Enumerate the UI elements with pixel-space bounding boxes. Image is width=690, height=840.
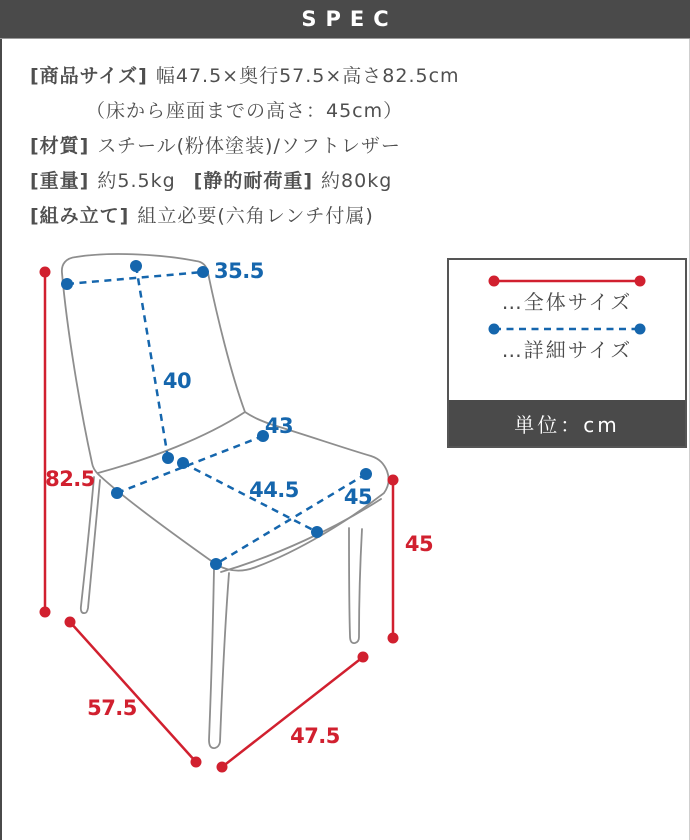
legend-unit-label: 単位：cm <box>514 412 620 437</box>
chair-leg-back-right <box>349 528 362 643</box>
legend-box <box>447 258 687 448</box>
legend-detail-label: …詳細サイズ <box>501 338 633 362</box>
detail-size-line-sample <box>486 322 648 336</box>
label-seat-height: 45 <box>404 532 434 556</box>
spec-weight-label: [重量] <box>30 170 90 192</box>
dimension-line-overall-depth <box>65 617 202 768</box>
spec-load-value: 約80kg <box>321 170 393 192</box>
dimension-line-backrest-height <box>136 266 168 458</box>
dimension-line-overall-width <box>217 652 369 773</box>
dimension-line-seat-height <box>388 475 399 644</box>
detail-dimension-lines <box>61 260 372 570</box>
chair-seat-fold <box>98 412 245 473</box>
label-seat-back-width: 43 <box>264 414 294 438</box>
label-overall-height: 82.5 <box>45 467 95 491</box>
label-overall-width: 47.5 <box>290 724 340 748</box>
spec-assembly-value: 組立必要(六角レンチ付属) <box>137 205 374 227</box>
label-backrest-height: 40 <box>162 369 192 393</box>
dimension-line-seat-back-width <box>117 436 263 493</box>
label-overall-depth: 57.5 <box>87 696 137 720</box>
label-seat-front-width: 45 <box>343 485 373 509</box>
spec-material-value: スチール(粉体塗装)/ソフトレザー <box>97 135 401 157</box>
chair-seat-edge <box>221 499 381 572</box>
detail-dimension-dots <box>61 260 372 570</box>
dimension-line-backrest-width <box>67 272 203 284</box>
spec-weight-value: 約5.5kg <box>97 170 176 192</box>
spec-size-note: （床から座面までの高さ：45cm） <box>86 100 404 122</box>
page-title: SPEC <box>301 7 398 31</box>
chair-leg-front-left <box>81 477 100 613</box>
legend-unit-bar <box>449 400 685 446</box>
spec-load-label: [静的耐荷重] <box>193 170 314 192</box>
legend-overall-label: …全体サイズ <box>501 290 633 314</box>
legend-samples <box>449 260 685 400</box>
chair-leg-front-right <box>209 569 229 748</box>
spec-size-value: 幅47.5×奥行57.5×高さ82.5cm <box>155 65 460 87</box>
spec-assembly-label: [組み立て] <box>30 205 130 227</box>
label-backrest-width: 35.5 <box>214 259 264 283</box>
spec-material-label: [材質] <box>30 135 90 157</box>
label-seat-depth: 44.5 <box>249 478 299 502</box>
spec-size-label: [商品サイズ] <box>30 65 148 87</box>
dimension-line-overall-height <box>40 267 51 618</box>
overall-size-line-sample <box>486 274 648 288</box>
